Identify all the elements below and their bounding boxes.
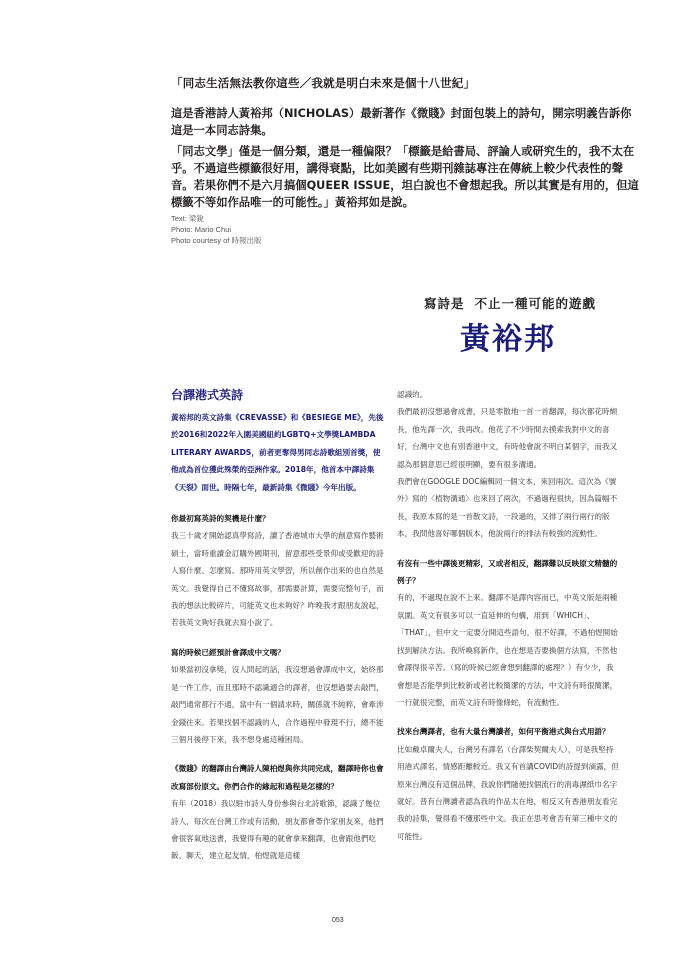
answer-3-last: 我們會在GOOGLE DOC編輯同一個文本，來回兩次。這次為《號外》寫的〈植物溝通〉也來回了兩次，不過過程很快，因為篇幅不長，我原本寫的是一首散文詩，一段過的，又排了兩行兩行的版本，我問他喜好哪個版本，他說兩行的排法有較強的流動性。 bbox=[397, 477, 618, 539]
answer-4: 有的，不過現在說不上來。翻譯不是譯內容而已，中英文版是兩種氛圍。英文有很多可以一直延伸的句構，用到「WHICH」、「THAT」，但中文一定要分開這些語句，很不好譯，不過柏煜開始找到解決方法。我所喚寫新作，也在想是否要換個方法寫，不然他會譯得很辛苦。（寫的時候已經會想到翻譯的處理？）有少少，我會想是否能學到比較新或者比較簡潔的方法，中文詩有時很簡潔，一行就很完整，而英文詩有時像條蛇，有流動性。 bbox=[397, 593, 618, 707]
credit-courtesy: Photo courtesy of 時報出版 bbox=[171, 236, 262, 245]
section-title: 台譯港式英詩 bbox=[171, 388, 244, 402]
answer-5: 比如戴卓爾夫人，台灣另有譯名（台譯柴契爾夫人），可是我堅持用港式譯名，情感距離較近。我又有首講COVID的詩提到滴露，但原來台灣沒有這個品牌，我說你們隨便找個流行的消毒濕紙巾名字就好。普有台灣讀者認為我的作品太在地，相反又有香港朋友看完我的詩集，覺得看不懂那些中文。我正在思考會否有第三種中文的可能性。 bbox=[397, 744, 619, 841]
question-1: 你最初寫英詩的契機是什麼？ bbox=[171, 514, 270, 524]
credit-text: Text: 梁銳 bbox=[171, 214, 204, 223]
intro-paragraph-1: 這是香港詩人黃裕邦（NICHOLAS）最新著作《微賤》封面包裝上的詩句，開宗明義告訴你這是一本同志詩集。 bbox=[171, 107, 632, 137]
feature-subtitle-b: 不止一種可能的遊戲 bbox=[474, 296, 597, 311]
credit-photo: Photo: Mario Chui bbox=[171, 225, 232, 234]
answer-3-continued: 認識的。 bbox=[397, 390, 428, 399]
answer-2: 如果當初沒拿獎，沒人問起的話，我沒想過會譯成中文，始終那是一件工作，而且那時不認識適合的譯者，也沒想過要去敲門，敲門通常都行不通，當中有一個請求時，關係就不純粹，會牽涉金錢往來。若果找個不認識的人，合作過程中發現不行，總不能三個月後停下來，我不想身處這種困局。 bbox=[171, 665, 384, 744]
question-3: 《微賤》的翻譯由台灣詩人陳柏煜與你共同完成，翻譯時你也會改寫部份原文。你們合作的緣起和過程是怎樣的？ bbox=[171, 764, 384, 791]
header-quote: 「同志生活無法教你這些／我就是明白未來是個十八世紀」 bbox=[171, 76, 476, 90]
page-number: 053 bbox=[332, 917, 344, 924]
question-5: 找來台灣譯者，也有大量台灣讀者，如何平衡港式與台式用語？ bbox=[397, 727, 610, 737]
intro-block bbox=[171, 105, 641, 211]
feature-name: 黃裕邦 bbox=[460, 322, 556, 357]
feature-subtitle bbox=[424, 294, 644, 312]
feature-subtitle-a: 寫詩是 bbox=[424, 296, 465, 311]
answer-3: 有年（2018）我以駐市詩人身份參與台北詩歌節，認識了幾位詩人，每次在台灣工作或有活動，朋友都會帶作家朋友來，他們會很客氣地送書，我覺得有趣的就會拿來翻譯，也會跟他們吃飯、聊天，建立起友情，柏煜就是這樣 bbox=[171, 799, 384, 861]
question-4: 有沒有一些中譯後更精彩，又或者相反，翻譯難以反映原文精髓的例子？ bbox=[397, 558, 618, 586]
question-2: 寫的時候已經預計會譯成中文嗎？ bbox=[171, 647, 285, 657]
answer-1: 我三十歲才開始認真學寫詩，讀了香港城市大學的創意寫作藝術碩士，當時重讀金訂購外國期刊，留意那些受景仰或受歡迎的詩人寫什麼、怎麼寫。那時用英文學習，所以創作出來的也自然是英文。我覺得自己不懂寫故事，那需要計算，需要完整句子，而我的想法比較碎片，可能英文也未夠好？昨晚我才跟朋友說起，若我英文夠好我就去寫小說了。 bbox=[171, 531, 384, 628]
right-column bbox=[397, 386, 619, 857]
intro-paragraph-2: 「同志文學」僅是一個分類，還是一種偏限？「標籤是給書局、評論人或研究生的，我不太在乎。不過這些標籤很好用，講得衰點，比如美國有些期刊雜誌專注在傳統上較少代表性的聲音。若果你們不是六月搞個QUEER ISSUE，坦白說也不會想起我。所以其實是有用的，但這標籤不等如作品唯一的可能性。」黃裕邦如是說。 bbox=[171, 145, 639, 209]
left-column bbox=[171, 386, 386, 877]
answer-3-more: 我們最初沒想過會成書，只是零散地一首一首翻譯，每次都花時頗長，他先譯一次，我再改。他花了不少時間去摸索我對中文的喜好，台灣中文也有別香港中文，有時他會說不明白某個字，而我又認為那個意思已經很明顯，要有很多溝通。 bbox=[397, 407, 618, 469]
credits bbox=[171, 213, 471, 246]
highlight-paragraph: 黃裕邦的英文詩集《CREVASSE》和《BESIEGE ME》，先後於2016和2022年入圍美國紐約LGBTQ+文學獎LAMBDA LITERARY AWARDS，前者更奪得男同志詩歌組別首獎，使他成為首位獲此殊榮的亞洲作家。2018年，他首本中譯詩集《天裂》面世。時隔七年，最新詩集《微賤》今年出版。 bbox=[171, 413, 384, 492]
